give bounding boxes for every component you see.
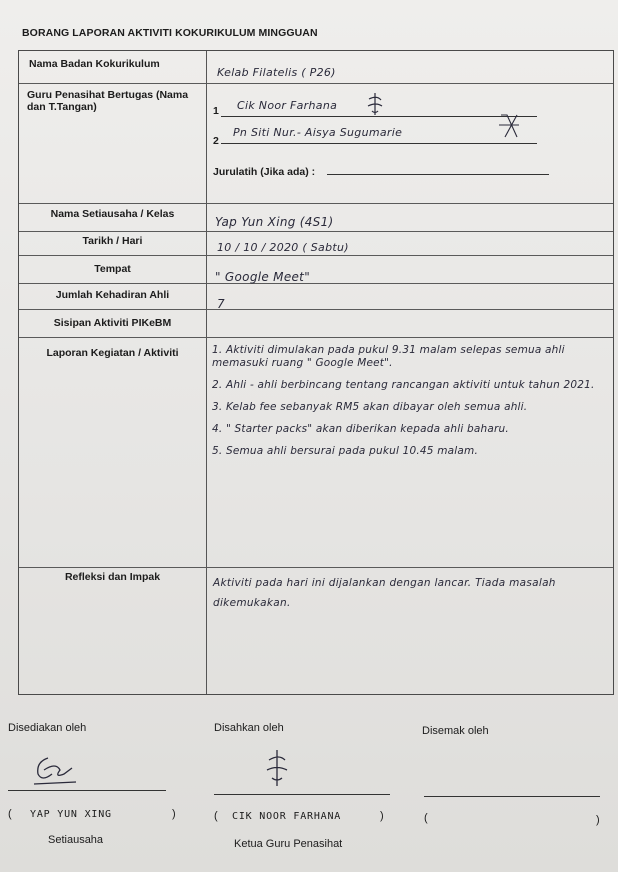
badan-value: Kelab Filatelis ( P26) bbox=[217, 66, 336, 79]
refleksi-label: Refleksi dan Impak bbox=[64, 571, 161, 583]
row-divider bbox=[19, 83, 613, 84]
kehadiran-label: Jumlah Kehadiran Ahli bbox=[55, 289, 170, 301]
row-divider bbox=[19, 231, 613, 232]
tarikh-label: Tarikh / Hari bbox=[82, 235, 143, 247]
guru-2-number: 2 bbox=[213, 135, 219, 147]
disemak-label: Disemak oleh bbox=[422, 725, 489, 737]
row-divider bbox=[19, 255, 613, 256]
disahkan-paren-close: ) bbox=[380, 810, 384, 822]
laporan-label: Laporan Kegiatan / Aktiviti bbox=[46, 347, 179, 359]
column-divider bbox=[206, 51, 207, 694]
list-item: 5. Semua ahli bersurai pada pukul 10.45 malam. bbox=[212, 445, 478, 457]
disahkan-role: Ketua Guru Penasihat bbox=[234, 838, 343, 850]
setiausaha-value: Yap Yun Xing (4S1) bbox=[215, 215, 334, 229]
guru-label: Guru Penasihat Bertugas (Nama dan T.Tangan) bbox=[27, 89, 189, 113]
setiausaha-label: Nama Setiausaha / Kelas bbox=[50, 208, 175, 220]
row-divider bbox=[19, 337, 613, 338]
row-divider bbox=[19, 309, 613, 310]
disahkan-paren-open: ( bbox=[214, 810, 218, 822]
disemak-paren-close: ) bbox=[596, 814, 600, 826]
row-divider bbox=[19, 567, 613, 568]
disediakan-label: Disediakan oleh bbox=[8, 722, 87, 734]
disediakan-role: Setiausaha bbox=[48, 834, 104, 846]
disahkan-signature bbox=[262, 748, 292, 790]
document-title: BORANG LAPORAN AKTIVITI KOKURIKULUM MINGGUAN bbox=[22, 27, 318, 39]
kehadiran-value: 7 bbox=[217, 297, 225, 311]
disahkan-sign-line bbox=[214, 794, 390, 795]
guru-1-signature bbox=[363, 91, 387, 117]
disediakan-sign-line bbox=[8, 790, 166, 791]
disemak-paren-open: ( bbox=[424, 812, 428, 824]
list-item: 4. " Starter packs" akan diberikan kepada ahli baharu. bbox=[212, 423, 509, 435]
disahkan-name: CIK NOOR FARHANA bbox=[232, 811, 342, 822]
tempat-label: Tempat bbox=[94, 263, 131, 275]
row-divider bbox=[19, 283, 613, 284]
disediakan-name: YAP YUN XING bbox=[30, 809, 112, 820]
badan-label: Nama Badan Kokurikulum bbox=[29, 58, 160, 70]
list-item: 2. Ahli - ahli berbincang tentang rancangan aktiviti untuk tahun 2021. bbox=[212, 379, 595, 391]
row-divider bbox=[19, 203, 613, 204]
list-item: 1. Aktiviti dimulakan pada pukul 9.31 malam selepas semua ahli memasuki ruang " Google Meet". bbox=[212, 344, 565, 369]
tempat-value: " Google Meet" bbox=[215, 270, 311, 284]
laporan-list bbox=[212, 344, 608, 467]
jurulatih-label: Jurulatih (Jika ada) : bbox=[213, 166, 316, 178]
refleksi-value: Aktiviti pada hari ini dijalankan dengan lancar. Tiada masalah dikemukakan. bbox=[213, 577, 556, 609]
sisipan-label: Sisipan Aktiviti PIKeBM bbox=[53, 317, 172, 329]
guru-2-line bbox=[221, 143, 537, 144]
guru-1-value: Cik Noor Farhana bbox=[237, 99, 338, 112]
jurulatih-line bbox=[327, 174, 549, 175]
guru-2-value: Pn Siti Nur.- Aisya Sugumarie bbox=[233, 126, 403, 139]
disediakan-signature bbox=[30, 752, 78, 788]
disemak-sign-line bbox=[424, 796, 600, 797]
tarikh-value: 10 / 10 / 2020 ( Sabtu) bbox=[217, 241, 349, 254]
guru-1-number: 1 bbox=[213, 105, 219, 117]
list-item: 3. Kelab fee sebanyak RM5 akan dibayar oleh semua ahli. bbox=[212, 401, 528, 413]
disediakan-paren-open: ( bbox=[8, 808, 12, 820]
disediakan-paren-close: ) bbox=[172, 808, 176, 820]
guru-2-signature bbox=[497, 111, 523, 141]
disahkan-label: Disahkan oleh bbox=[214, 722, 284, 734]
